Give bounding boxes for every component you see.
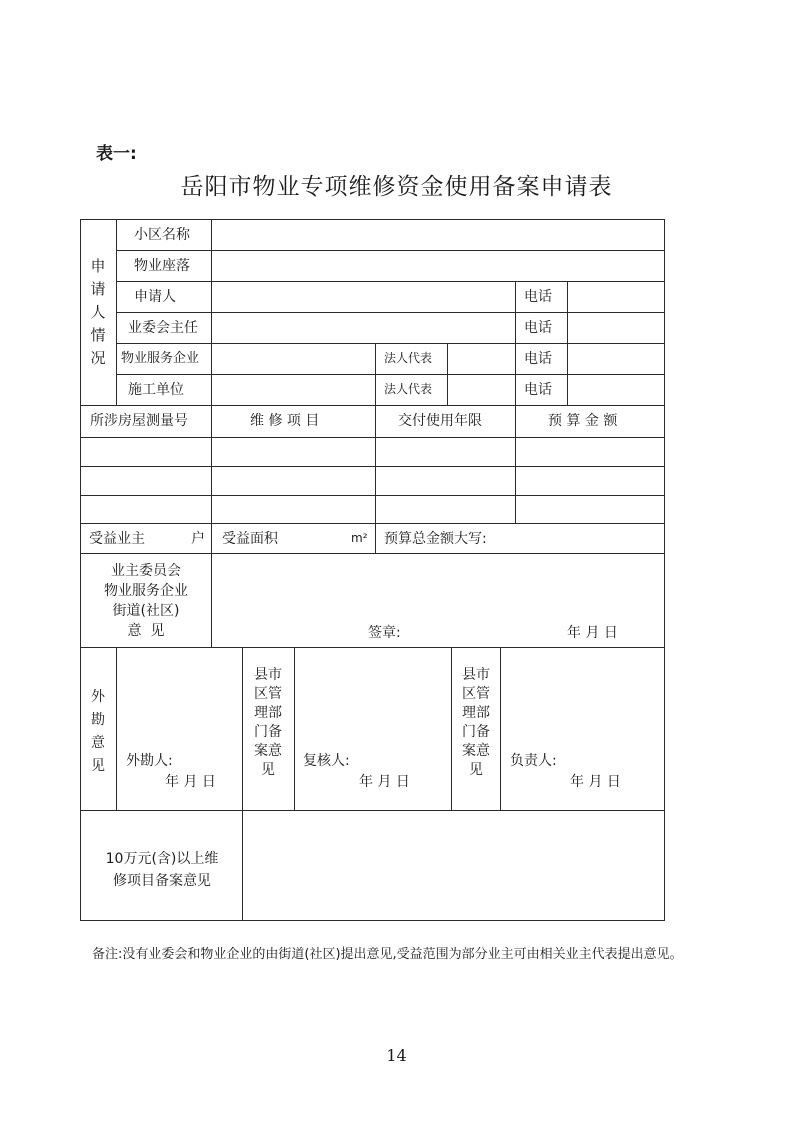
col-divider — [375, 405, 376, 524]
construction-unit-label: 施工单位 — [128, 382, 184, 398]
benefit-owners-label: 受益业主 — [89, 531, 145, 547]
committee-director-label: 业委会主任 — [128, 320, 198, 336]
county-dept-opinion-label-2: 县市 区管 理部 门备 案意 见 — [462, 667, 490, 778]
applicant-section-label: 申 请 人 情 况 — [90, 257, 106, 367]
row-divider — [116, 374, 665, 375]
row-divider — [116, 312, 665, 313]
phone-label: 电话 — [524, 382, 552, 398]
footnote: 备注:没有业委会和物业企业的由街道(社区)提出意见,受益范围为部分业主可由相关业主代表提出意见。 — [92, 947, 683, 962]
header-budget: 预 算 金 额 — [548, 413, 618, 429]
surveyor-label: 外勘人: — [126, 753, 173, 769]
col-divider — [211, 219, 212, 406]
row-divider — [80, 810, 665, 811]
row-divider — [80, 647, 665, 648]
area-unit: m² — [351, 531, 368, 545]
row-divider — [80, 553, 665, 554]
applicant-label: 申请人 — [134, 289, 176, 305]
col-divider — [211, 553, 212, 648]
legal-rep-label: 法人代表 — [384, 382, 433, 396]
opinion-date: 年 月 日 — [567, 625, 618, 641]
col-divider — [242, 647, 243, 921]
col-divider — [500, 647, 501, 811]
budget-total-label: 预算总金额大写: — [384, 531, 487, 547]
phone-label: 电话 — [524, 351, 552, 367]
col-divider — [116, 219, 117, 406]
col-divider — [294, 647, 295, 811]
row-divider — [116, 343, 665, 344]
sign-label: 签章: — [368, 625, 401, 641]
reviewer-date: 年 月 日 — [359, 774, 410, 790]
form-label: 表一: — [96, 144, 137, 164]
benefit-area-label: 受益面积 — [222, 531, 278, 547]
reviewer-label: 复核人: — [303, 753, 350, 769]
row-divider — [80, 466, 665, 467]
row-divider — [80, 523, 665, 524]
phone-label: 电话 — [524, 289, 552, 305]
row-divider — [116, 281, 665, 282]
form-title: 岳阳市物业专项维修资金使用备案申请表 — [180, 174, 613, 200]
legal-rep-label: 法人代表 — [384, 351, 433, 365]
row-divider — [80, 495, 665, 496]
property-location-label: 物业座落 — [134, 258, 190, 274]
page-number: 14 — [386, 1046, 407, 1065]
county-dept-opinion-label: 县市 区管 理部 门备 案意 见 — [254, 667, 282, 778]
col-divider — [211, 405, 212, 524]
header-repair-item: 维 修 项 目 — [250, 413, 320, 429]
col-divider — [375, 523, 376, 554]
col-divider — [116, 647, 117, 811]
header-delivery-years: 交付使用年限 — [398, 413, 482, 429]
col-divider — [447, 343, 448, 406]
table-border-left — [80, 219, 81, 921]
table-border-top — [80, 219, 665, 220]
col-divider — [515, 281, 516, 406]
col-divider — [567, 281, 568, 406]
households-unit: 户 — [191, 531, 205, 547]
header-measure-no: 所涉房屋测量号 — [90, 413, 188, 429]
col-divider — [451, 647, 452, 811]
community-name-label: 小区名称 — [134, 227, 190, 243]
survey-opinion-label: 外 勘 意 见 — [91, 689, 105, 774]
row-divider — [116, 250, 665, 251]
row-divider — [80, 405, 665, 406]
col-divider — [211, 523, 212, 554]
row-divider — [80, 437, 665, 438]
surveyor-date: 年 月 日 — [165, 774, 216, 790]
phone-label: 电话 — [524, 320, 552, 336]
table-border-bottom — [80, 920, 665, 921]
property-company-label: 物业服务企业 — [121, 351, 200, 366]
responsible-label: 负责人: — [510, 753, 557, 769]
table-border-right — [664, 219, 665, 921]
col-divider — [515, 405, 516, 524]
owner-committee-opinion-label: 业主委员会 物业服务企业 街道(社区) 意 见 — [104, 563, 188, 639]
col-divider — [375, 343, 376, 406]
responsible-date: 年 月 日 — [570, 774, 621, 790]
large-project-opinion-label: 10万元(含)以上维 修项目备案意见 — [105, 851, 219, 889]
